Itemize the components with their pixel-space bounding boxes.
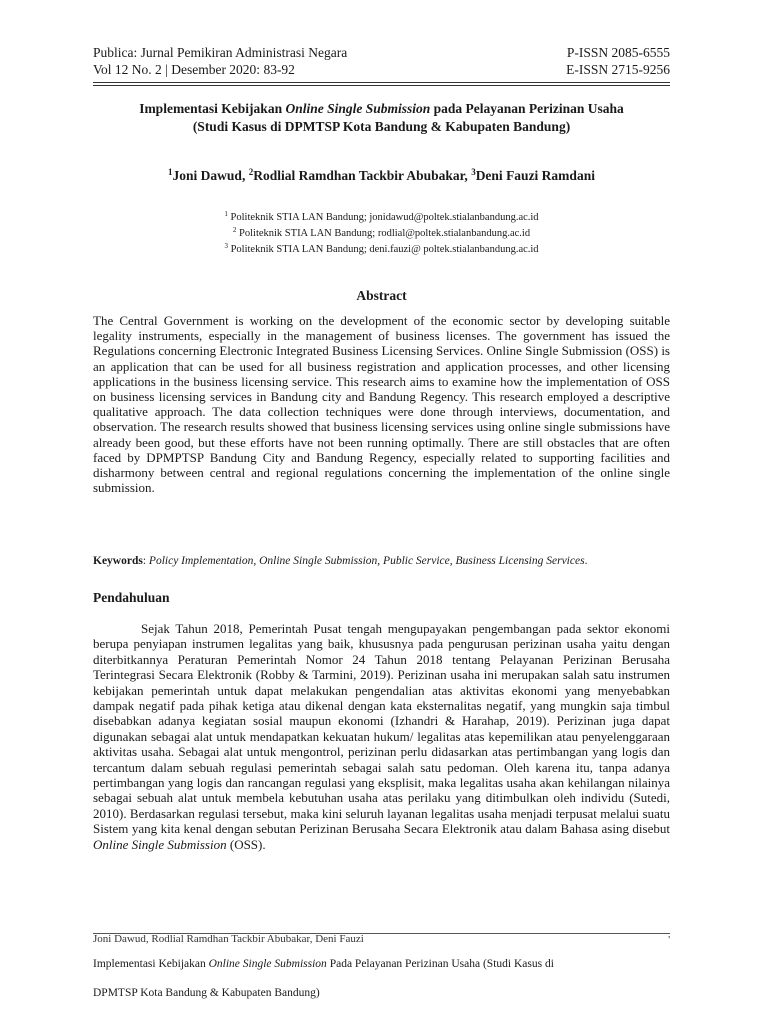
- journal-name: Publica: Jurnal Pemikiran Administrasi Negara: [93, 45, 348, 60]
- affiliation-sup: 2: [232, 226, 237, 234]
- affiliation-line: [93, 224, 670, 240]
- author-sup: 3: [471, 167, 476, 177]
- affiliation-sup: 1: [224, 210, 228, 218]
- title-text: Implementasi Kebijakan: [139, 101, 286, 116]
- running-footer: [93, 957, 670, 972]
- affiliation-text: Politeknik STIA LAN Bandung; deni.fauzi@ poltek.stialanbandung.ac.id: [227, 244, 539, 255]
- abstract-text: The Central Government is working on the development of the economic sector by developing suitable legality instruments, especially in the management of business licenses. The government has issued the Regulations concerning Electronic Integrated Business Licensing Services. Online Single Submission (OSS) is an application that can be used for all business registration and application processes, and other licensing applications in the business licensing service. This research aims to examine how the implementation of OSS on business licensing services in Bandung city and Bandung Regency. This research employed a descriptive qualitative approach. The data collection techniques were done through interviews, documentation, and observation. The research results showed that business licensing services using online single submissions have already been good, but these efforts have not been running optimally. There are still obstacles that are often faced by DPMPTSP Bandung City and Bandung Regency, especially related to supporting facilities and disharmony between central and regional regulations concerning the implementation of the online single submission.: [93, 313, 670, 496]
- author-sup: 1: [168, 167, 173, 177]
- author-sup: 2: [248, 167, 254, 177]
- footer-text: Implementasi Kebijakan: [93, 958, 209, 970]
- electronic-issn: E-ISSN 2715-9256: [566, 62, 670, 77]
- paragraph-text: Sejak Tahun 2018, Pemerintah Pusat tengah mengupayakan pengembangan pada sektor ekonomi berupa penyiapan instrumen legalitas yang baik, khususnya pada pengurusan perizinan usaha yaitu dengan diterbitkannya Peraturan Pemerintah Nomor 24 Tahun 2018 tentang Pelayanan Perizinan Berusaha Terintegrasi Secara Elektronik (Robby & Tarmini, 2019). Perizinan usaha ini merupakan salah satu instrumen kebijakan pemerintah untuk dapat melakukan pengendalian atas aktivitas ekonomi yang menyebabkan dampak negatif pada pihak ketiga atau dikenal dengan kata eksternalitas negatif, yang mungkin saja timbul disebabkan adanya kegiatan sosial maupun ekonomi (Izhandri & Harahap, 2019). Perizinan juga dapat digunakan sebagai alat untuk mendapatkan kekuatan hukum/ legalitas atas kepemilikan atau penyelenggaraan aktivitas usaha. Sebagai alat untuk mengontrol, perizinan perlu didasarkan atas pertimbangan yang logis dan tercantum dalam sebuah regulasi pemerintah sebagai salah satu pedoman. Oleh karena itu, tanpa adanya pertimbangan yang logis dan rancangan regulasi yang eksplisit, maka legalitas usaha akan kehilangan nilainya sebagai sebuah alat untuk membela kebutuhan usaha atas perilaku yang ditimbulkan oleh individu (Sutedi, 2010). Berdasarkan regulasi tersebut, maka kini seluruh layanan legalitas usaha menjadi terpusat melalui suatu Sistem yang kita kenal dengan sebutan Perizinan Berusaha Secara Elektronik atau dalam Bahasa asing disebut: [93, 621, 670, 837]
- volume-issue: Vol 12 No. 2 | Desember 2020: 83-92: [93, 62, 295, 77]
- affiliation-line: [93, 240, 670, 256]
- author-name: Joni Dawud,: [172, 168, 249, 183]
- keywords-end: .: [584, 555, 588, 567]
- footer-italic: Online Single Submission: [208, 958, 327, 970]
- author-name: Deni Fauzi Ramdani: [475, 168, 595, 183]
- keywords-sep: :: [142, 555, 149, 567]
- print-issn: P-ISSN 2085-6555: [566, 45, 670, 60]
- section-heading: Pendahuluan: [93, 590, 170, 605]
- article-title: [93, 100, 670, 136]
- author-list: [93, 163, 670, 185]
- footer-cut-text: Joni Dawud, Rodlial Ramdhan Tackbir Abubakar, Deni Fauzi: [93, 933, 364, 945]
- title-text-end: pada Pelayanan Perizinan Usaha: [430, 101, 624, 116]
- affiliation-text: Politeknik STIA LAN Bandung; jonidawud@poltek.stialanbandung.ac.id: [227, 212, 539, 223]
- paragraph-italic: Online Single Submission: [93, 836, 227, 852]
- paragraph-end: (OSS).: [226, 836, 266, 852]
- footer-line2: DPMTSP Kota Bandung & Kabupaten Bandung): [93, 987, 320, 999]
- keywords-label: Keywords: [93, 555, 143, 567]
- footer-text-end: Pada Pelayanan Perizinan Usaha (Studi Kasus di: [326, 958, 554, 970]
- header-divider-thin: [93, 85, 670, 86]
- footer-mark: ': [668, 935, 670, 946]
- affiliation-line: [93, 208, 670, 224]
- body-paragraph: [93, 621, 670, 852]
- abstract-heading: Abstract: [356, 288, 407, 303]
- header-divider: [93, 82, 670, 83]
- author-name: Rodlial Ramdhan Tackbir Abubakar,: [253, 168, 472, 183]
- affiliations: [93, 208, 670, 256]
- footer-cut-line: [93, 933, 670, 948]
- keywords: [93, 554, 670, 568]
- affiliation-text: Politeknik STIA LAN Bandung; rodlial@poltek.stialanbandung.ac.id: [236, 228, 531, 239]
- affiliation-sup: 3: [224, 242, 228, 250]
- title-italic: Online Single Submission: [285, 101, 431, 116]
- keywords-text: Policy Implementation, Online Single Submission, Public Service, Business Licensing Services: [148, 555, 585, 567]
- title-subtitle: (Studi Kasus di DPMTSP Kota Bandung & Kabupaten Bandung): [192, 119, 571, 134]
- running-header: [93, 44, 670, 78]
